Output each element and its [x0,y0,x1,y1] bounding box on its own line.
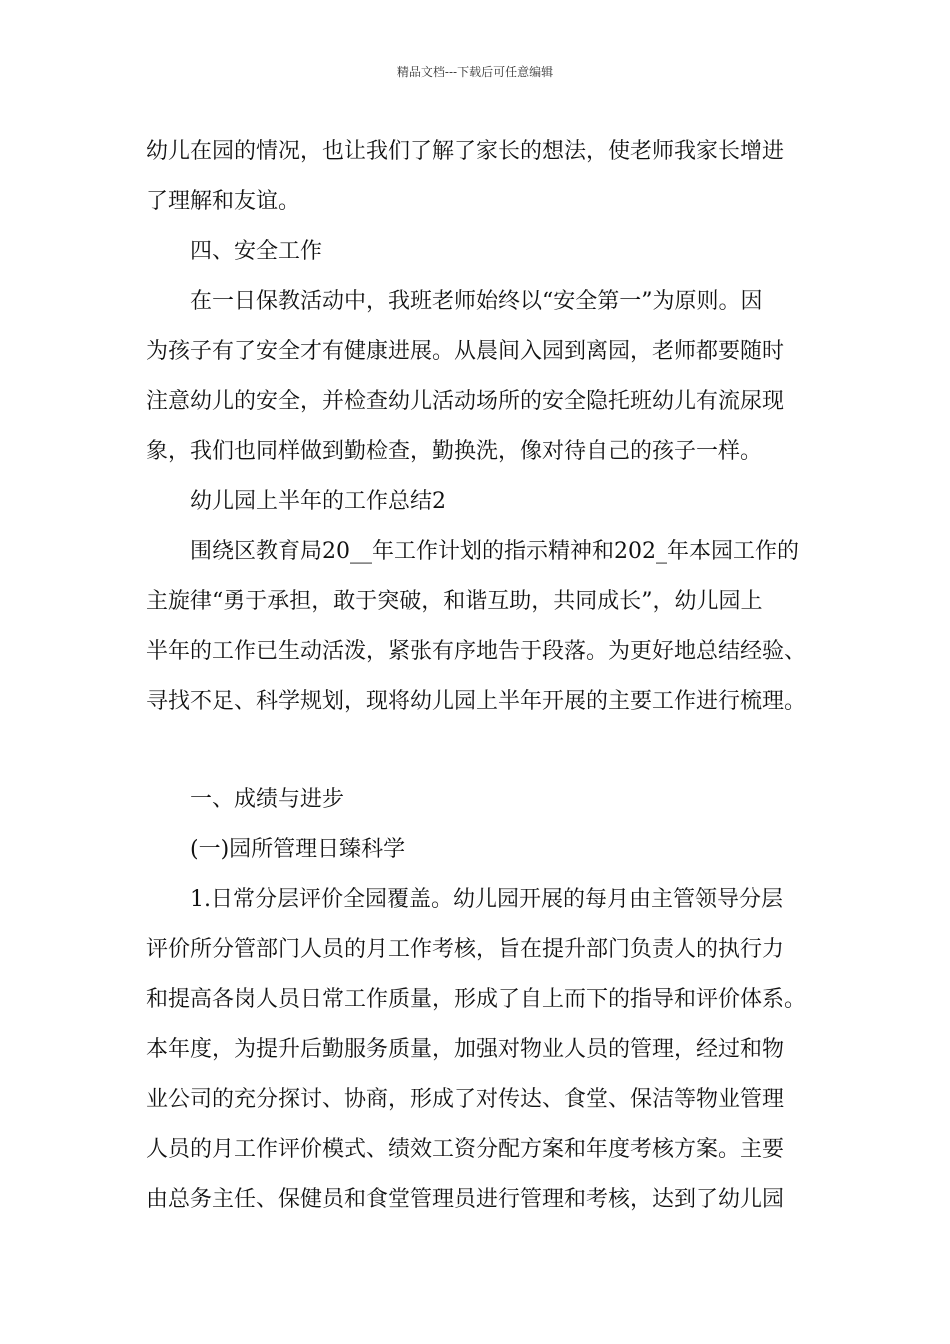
body-line: 评价所分管部门人员的月工作考核，旨在提升部门负责人的执行力 [146,937,785,962]
body-line: 本年度，为提升后勤服务质量，加强对物业人员的管理，经过和物 [146,1037,785,1062]
section-heading: 一、成绩与进步 [190,787,345,812]
body-line: 幼儿在园的情况，也让我们了解了家长的想法，使老师我家长增进 [146,139,785,164]
body-line: 了理解和友谊。 [146,189,301,214]
body-line: 半年的工作已生动活泼，紧张有序地告于段落。为更好地总结经验、 [146,639,807,664]
page-header: 精品文档---下载后可任意编辑 [396,65,554,79]
body-line: 人员的月工作评价模式、绩效工资分配方案和年度考核方案。主要 [146,1137,785,1162]
body-line: 在一日保教活动中，我班老师始终以“安全第一”为原则。因 [190,289,763,314]
document-title: 幼儿园上半年的工作总结2 [190,489,446,514]
section-heading: 四、安全工作 [190,239,323,264]
body-line: 寻找不足、科学规划，现将幼儿园上半年开展的主要工作进行梳理。 [146,689,807,714]
body-line: 围绕区教育局20__年工作计划的指示精神和202_年本园工作的 [190,539,799,564]
body-line: 1.日常分层评价全园覆盖。幼儿园开展的每月由主管领导分层 [190,887,783,912]
body-line: 和提高各岗人员日常工作质量，形成了自上而下的指导和评价体系。 [146,987,807,1012]
body-line: 为孩子有了安全才有健康进展。从晨间入园到离园，老师都要随时 [146,339,785,364]
body-line: 主旋律“勇于承担，敢于突破，和谐互助，共同成长”，幼儿园上 [146,589,763,614]
subsection-heading: (一)园所管理日臻科学 [190,837,406,862]
body-line: 注意幼儿的安全，并检查幼儿活动场所的安全隐托班幼儿有流尿现 [146,389,785,414]
body-line: 业公司的充分探讨、协商，形成了对传达、食堂、保洁等物业管理 [146,1087,785,1112]
body-line: 由总务主任、保健员和食堂管理员进行管理和考核，达到了幼儿园 [146,1187,785,1212]
body-line: 象，我们也同样做到勤检查，勤换洗，像对待自己的孩子一样。 [146,439,763,464]
